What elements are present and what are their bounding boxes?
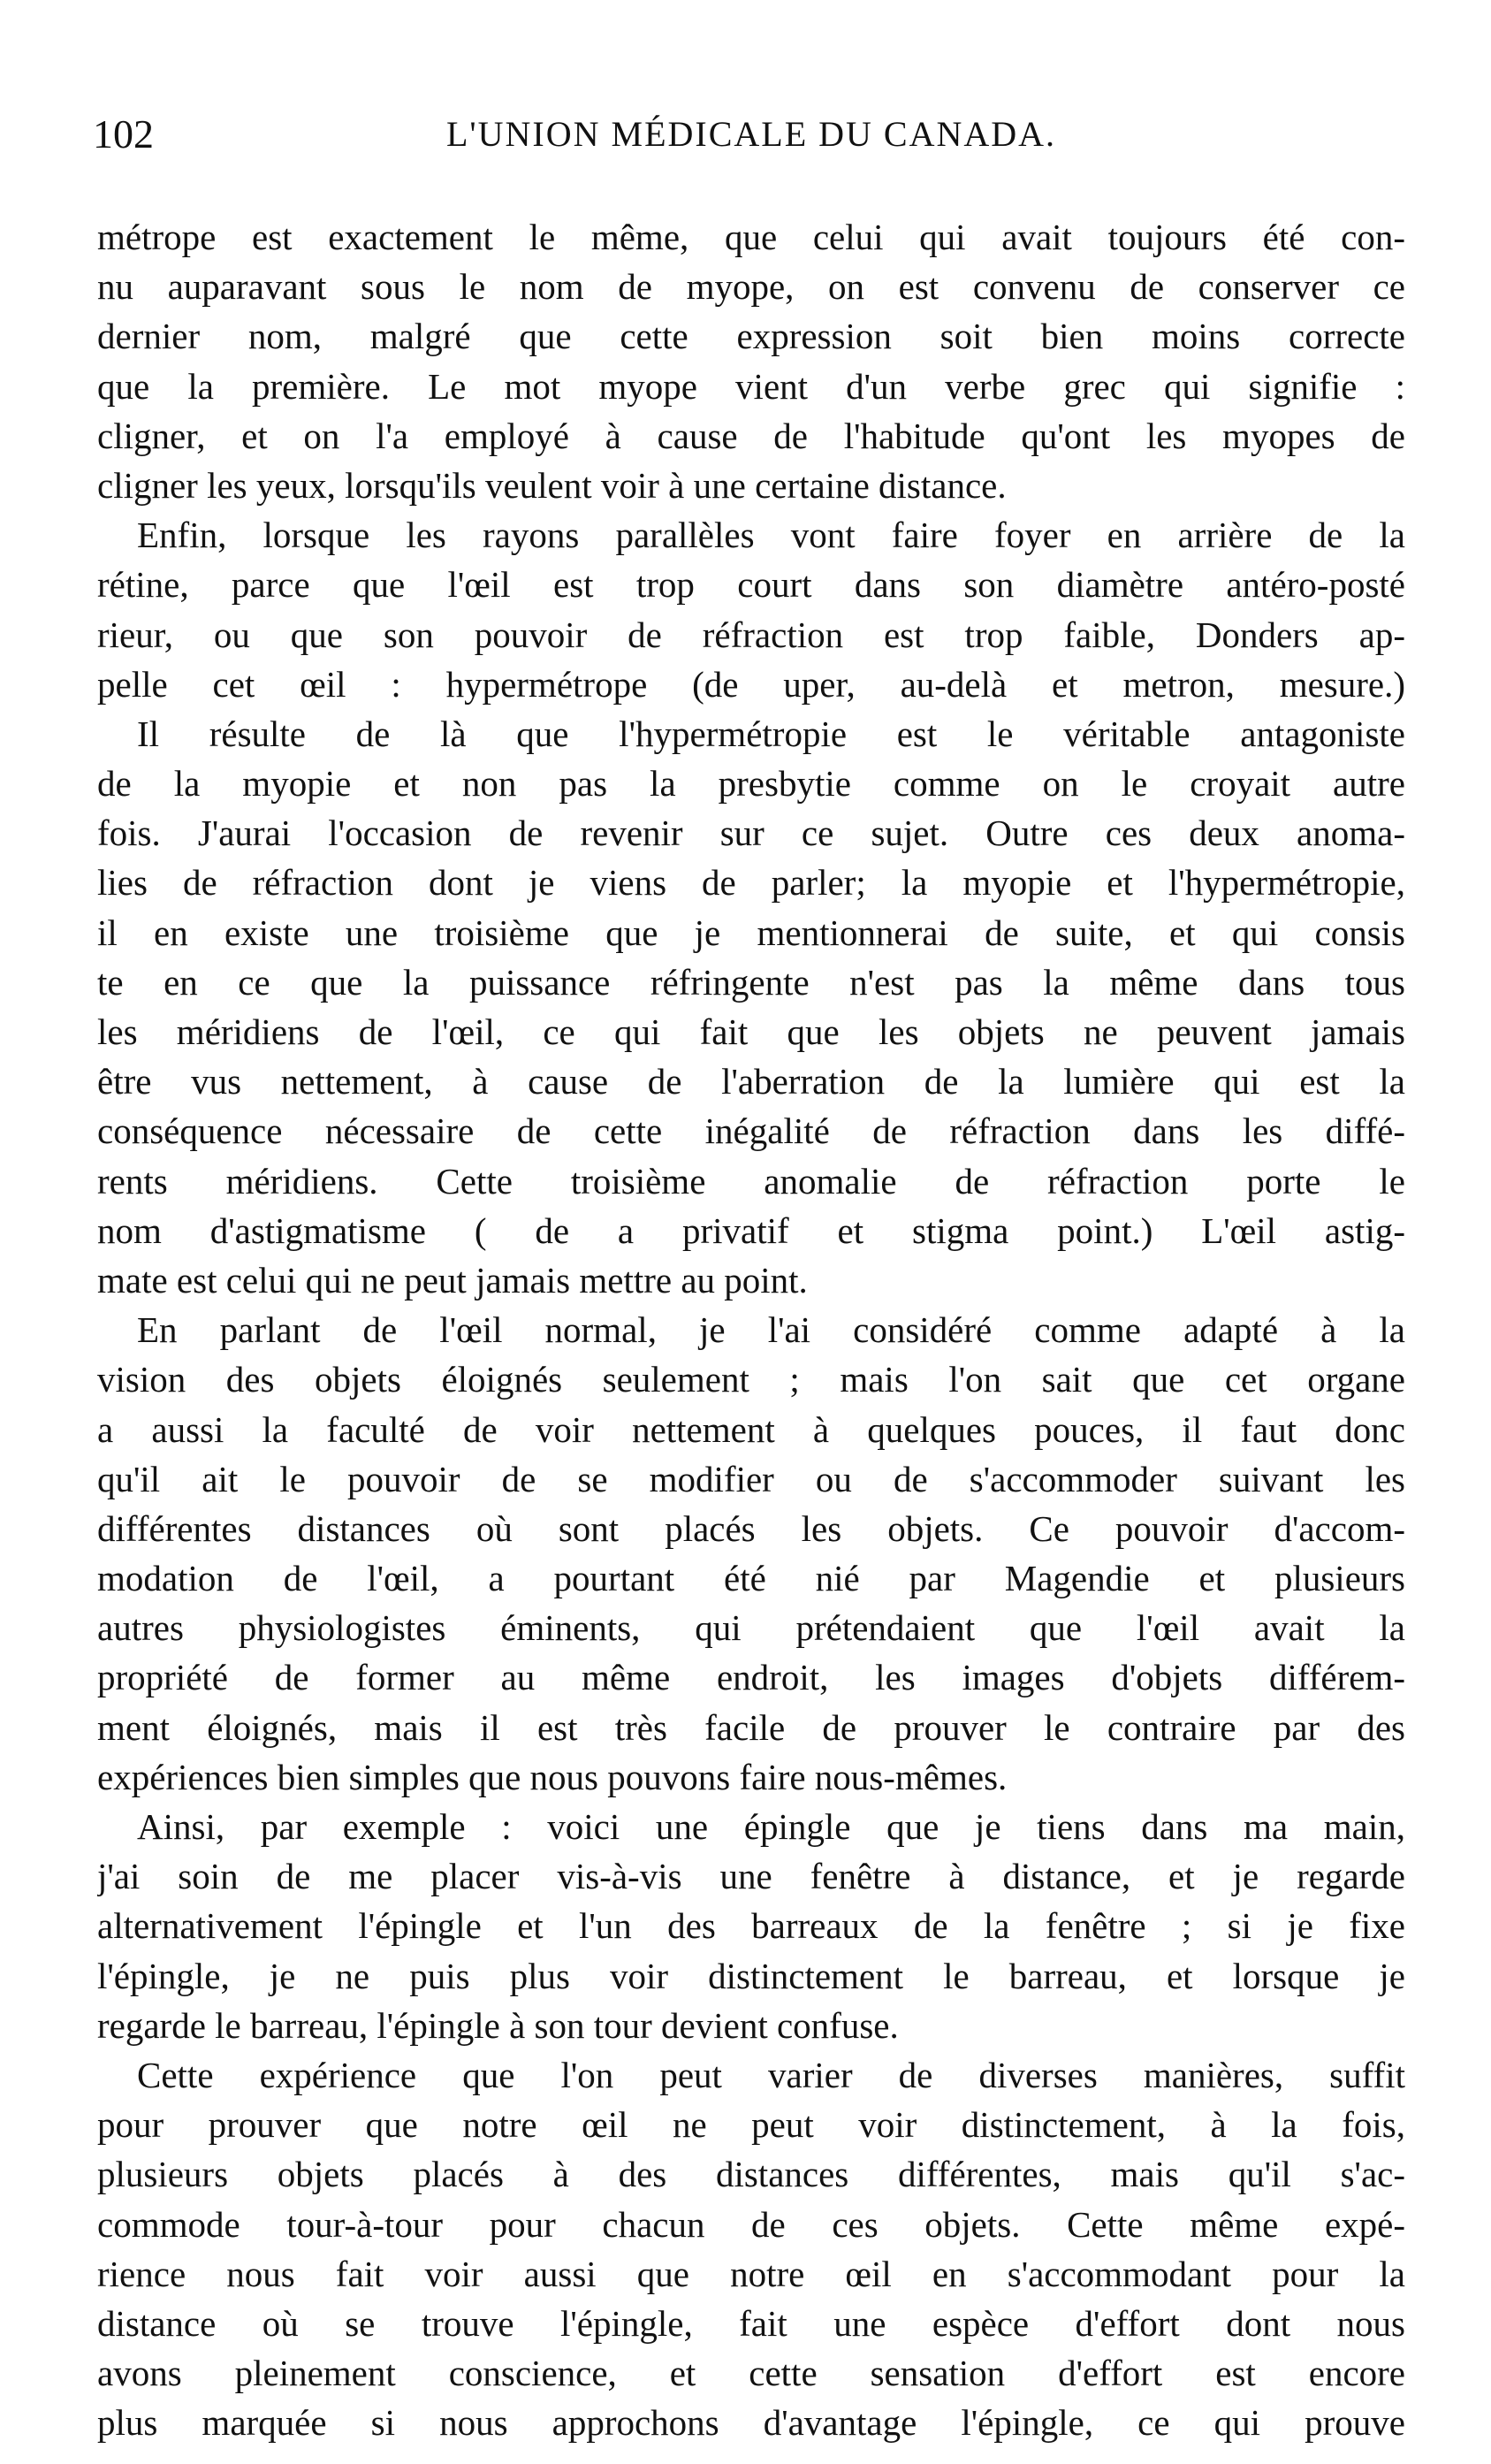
text-line: regarde le barreau, l'épingle à son tour devient confuse. xyxy=(97,2004,899,2046)
text-line: plus marquée si nous approchons d'avantage l'épingle, ce qui prouve xyxy=(97,2402,1405,2444)
text-line: ment éloignés, mais il est très facile de prouver le contraire par des xyxy=(97,1706,1405,1748)
text-line: métrope est exactement le même, que celui qui avait toujours été con- xyxy=(97,217,1405,257)
text-line: nu auparavant sous le nom de myope, on est convenu de conserver ce xyxy=(97,266,1405,308)
text-line: il en existe une troisième que je mentionnerai de suite, et qui consis xyxy=(97,912,1405,953)
text-line: expériences bien simples que nous pouvons faire nous-mêmes. xyxy=(97,1756,1008,1797)
text-line: commode tour-à-tour pour chacun de ces objets. Cette même expé- xyxy=(97,2203,1405,2245)
text-line: conséquence nécessaire de cette inégalité de réfraction dans les diffé- xyxy=(97,1110,1405,1152)
text-line: Il résulte de là que l'hypermétropie est le véritable antagoniste xyxy=(137,713,1405,754)
text-line: cligner les yeux, lorsqu'ils veulent voir à une certaine distance. xyxy=(97,464,1007,506)
text-line: pelle cet œil : hypermétrope (de uper, au-delà et metron, mesure.) xyxy=(97,663,1405,705)
text-line: avons pleinement conscience, et cette sensation d'effort est encore xyxy=(97,2353,1405,2394)
text-line: modation de l'œil, a pourtant été nié par Magendie et plusieurs xyxy=(97,1558,1405,1599)
text-line: différentes distances où sont placés les objets. Ce pouvoir d'accom- xyxy=(97,1507,1405,1549)
text-line: distance où se trouve l'épingle, fait une espèce d'effort dont nous xyxy=(97,2302,1405,2344)
text-line: autres physiologistes éminents, qui prétendaient que l'œil avait la xyxy=(97,1607,1405,1649)
text-line: Cette expérience que l'on peut varier de diverses manières, suffit xyxy=(137,2054,1405,2095)
text-line: En parlant de l'œil normal, je l'ai considéré comme adapté à la xyxy=(137,1309,1405,1351)
text-line: rétine, parce que l'œil est trop court dans son diamètre antéro-posté xyxy=(97,564,1405,606)
text-line: cligner, et on l'a employé à cause de l'habitude qu'ont les myopes de xyxy=(97,415,1405,456)
text-line: qu'il ait le pouvoir de se modifier ou de s'accommoder suivant les xyxy=(97,1458,1405,1499)
page-number: 102 xyxy=(93,111,154,156)
body-text xyxy=(97,212,1405,2447)
text-line: lies de réfraction dont je viens de parler; la myopie et l'hypermétropie, xyxy=(97,862,1405,904)
text-line: j'ai soin de me placer vis-à-vis une fenêtre à distance, et je regarde xyxy=(97,1856,1405,1897)
running-head xyxy=(93,108,1401,161)
text-line: l'épingle, je ne puis plus voir distinctement le barreau, et lorsque je xyxy=(97,1955,1405,1996)
text-line: les méridiens de l'œil, ce qui fait que les objets ne peuvent jamais xyxy=(97,1011,1405,1052)
text-line: rieur, ou que son pouvoir de réfraction est trop faible, Donders ap- xyxy=(97,614,1405,655)
text-line: rents méridiens. Cette troisième anomalie de réfraction porte le xyxy=(97,1160,1405,1201)
text-line: fois. J'aurai l'occasion de revenir sur ce sujet. Outre ces deux anoma- xyxy=(97,812,1405,854)
text-line: plusieurs objets placés à des distances différentes, mais qu'il s'ac- xyxy=(97,2154,1405,2195)
text-line: propriété de former au même endroit, les images d'objets différem- xyxy=(97,1657,1405,1698)
text-line: dernier nom, malgré que cette expression soit bien moins correcte xyxy=(97,316,1405,357)
text-line: vision des objets éloignés seulement ; mais l'on sait que cet organe xyxy=(97,1359,1405,1400)
journal-title: L'UNION MÉDICALE DU CANADA. xyxy=(446,114,1057,154)
text-line: a aussi la faculté de voir nettement à quelques pouces, il faut donc xyxy=(97,1408,1405,1450)
text-line: alternativement l'épingle et l'un des barreaux de la fenêtre ; si je fixe xyxy=(97,1905,1405,1947)
text-line: rience nous fait voir aussi que notre œil en s'accommodant pour la xyxy=(97,2253,1405,2294)
text-line: que la première. Le mot myope vient d'un verbe grec qui signifie : xyxy=(97,365,1405,407)
text-line: mate est celui qui ne peut jamais mettre au point. xyxy=(97,1259,808,1301)
text-line: Ainsi, par exemple : voici une épingle que je tiens dans ma main, xyxy=(137,1806,1405,1847)
text-line: Enfin, lorsque les rayons parallèles vont faire foyer en arrière de la xyxy=(137,515,1405,556)
text-line: pour prouver que notre œil ne peut voir distinctement, à la fois, xyxy=(97,2104,1405,2146)
text-line: nom d'astigmatisme ( de a privatif et stigma point.) L'œil astig- xyxy=(97,1209,1405,1251)
text-line: être vus nettement, à cause de l'aberration de la lumière qui est la xyxy=(97,1061,1405,1102)
text-line: de la myopie et non pas la presbytie comme on le croyait autre xyxy=(97,763,1405,805)
text-line: te en ce que la puissance réfringente n'est pas la même dans tous xyxy=(97,961,1405,1003)
